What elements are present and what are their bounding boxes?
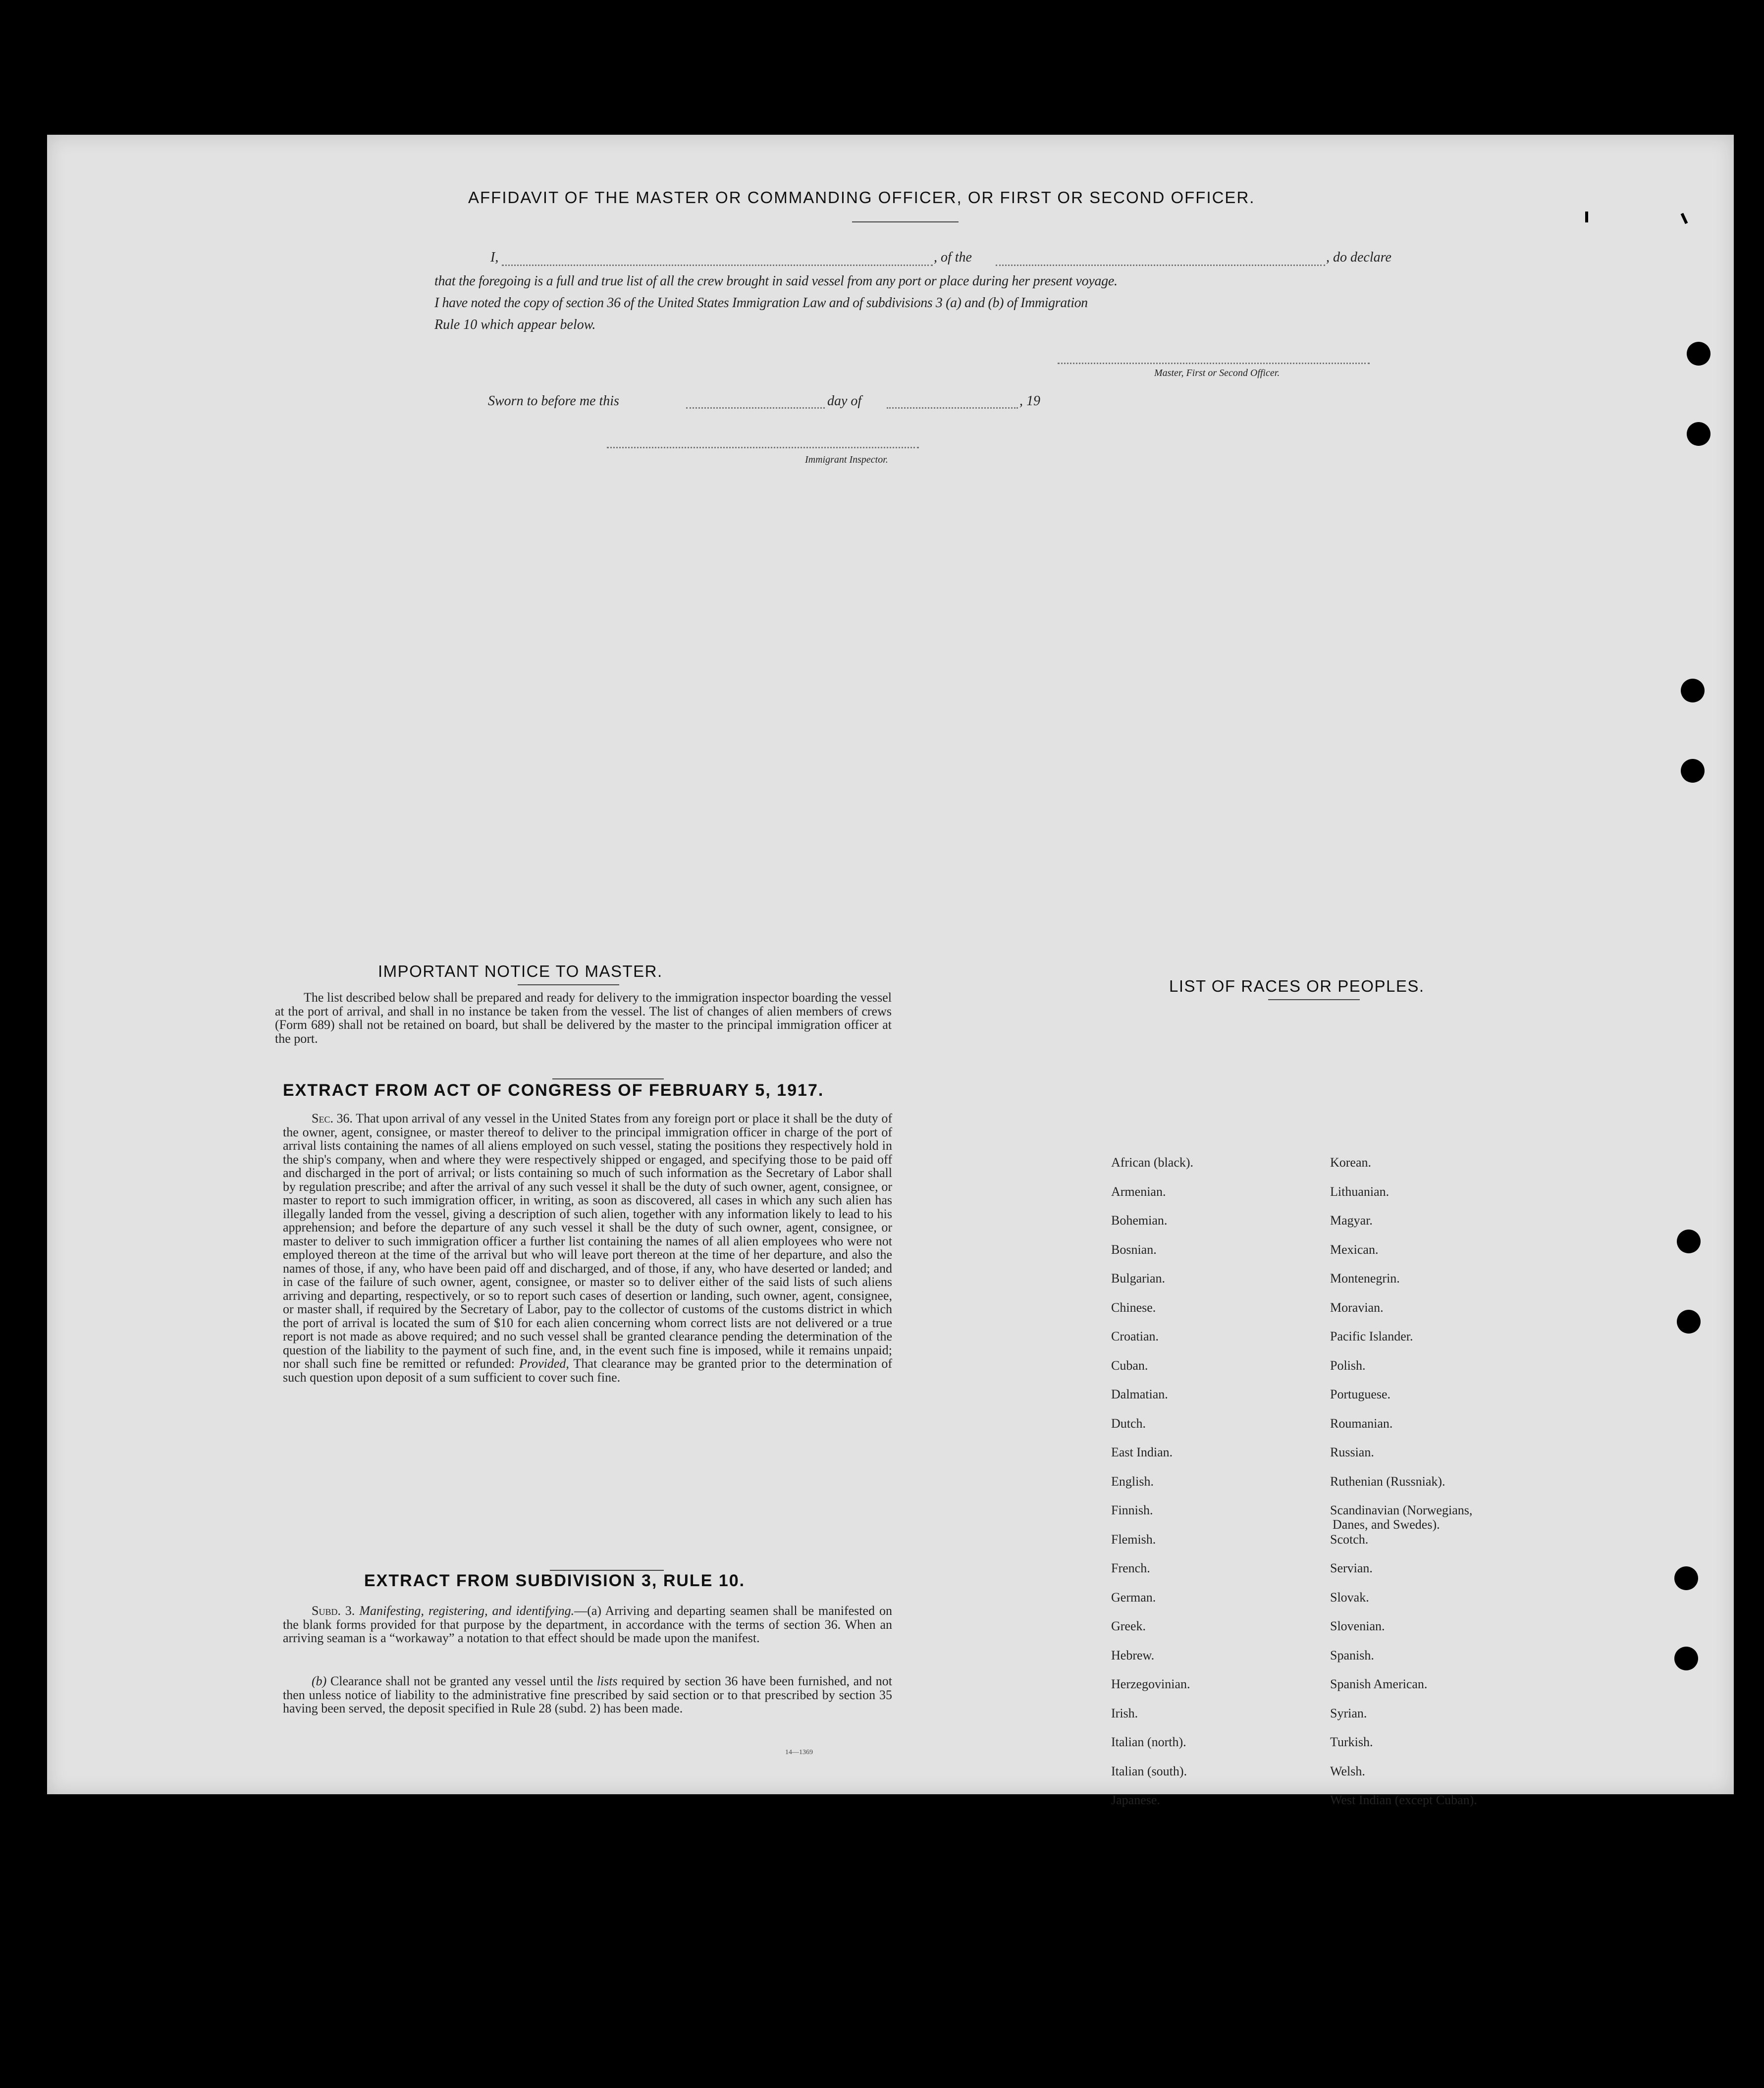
- race-item: Moravian.: [1330, 1300, 1384, 1315]
- race-item: Spanish.: [1330, 1648, 1374, 1662]
- race-item: Spanish American.: [1330, 1677, 1428, 1691]
- notice-title-rule: [518, 984, 619, 985]
- rule-subd-heading: Manifesting, registering, and identifying.: [359, 1604, 575, 1618]
- race-item: Polish.: [1330, 1358, 1366, 1373]
- rule-top-rule: [550, 1570, 664, 1571]
- affidavit-line-3: I have noted the copy of section 36 of the United States Immigration Law and of subdivisions 3 (a) and (b) of Immigration: [434, 295, 1088, 311]
- race-item: Servian.: [1330, 1561, 1373, 1575]
- race-item: German.: [1111, 1590, 1156, 1605]
- race-item: Bosnian.: [1111, 1242, 1157, 1257]
- rule-a-label: —(a): [574, 1604, 602, 1618]
- race-item: Flemish.: [1111, 1532, 1156, 1547]
- race-item: Bohemian.: [1111, 1213, 1168, 1228]
- page-mark-1: [1585, 212, 1588, 222]
- rule-a-body: Arriving and departing seamen shall be manifested on the blank forms provided for that purpose by the department, in accordance with the terms of section 36. When an arriving seaman is a “workaway” a notation to that effect should be made upon the manifest.: [283, 1604, 892, 1645]
- notice-title: [378, 962, 663, 981]
- race-item: Slovak.: [1330, 1590, 1369, 1605]
- act-sec-label: Sec. 36.: [312, 1111, 353, 1125]
- act-title: EXTRACT FROM ACT OF CONGRESS OF FEBRUARY 5, 1917.: [283, 1081, 824, 1100]
- race-item: Turkish.: [1330, 1735, 1373, 1749]
- page-mark-2: [1681, 213, 1688, 224]
- affidavit-title: AFFIDAVIT OF THE MASTER OR COMMANDING OFFICER, OR FIRST OR SECOND OFFICER.: [468, 188, 1255, 207]
- race-item: Armenian.: [1111, 1184, 1166, 1199]
- act-provided: Provided,: [519, 1356, 569, 1371]
- rule-body-a: [283, 1604, 892, 1645]
- race-item: Mexican.: [1330, 1242, 1379, 1257]
- rule-b-label: (b): [312, 1674, 327, 1688]
- race-item: French.: [1111, 1561, 1150, 1575]
- race-item: Portuguese.: [1330, 1387, 1391, 1401]
- race-item: Syrian.: [1330, 1706, 1367, 1720]
- races-title-rule: [1268, 999, 1360, 1000]
- race-item: Dalmatian.: [1111, 1387, 1168, 1401]
- race-item: Korean.: [1330, 1155, 1372, 1170]
- name-blank[interactable]: [502, 265, 933, 266]
- sworn-month-blank[interactable]: [887, 407, 1018, 409]
- binder-hole-8: [1674, 1647, 1698, 1670]
- sworn-day-blank[interactable]: [686, 407, 825, 409]
- affidavit-line-4: Rule 10 which appear below.: [434, 317, 596, 332]
- act-top-rule: [552, 1078, 664, 1079]
- binder-hole-6: [1677, 1310, 1701, 1334]
- race-item: Scotch.: [1330, 1532, 1369, 1547]
- affidavit-do-declare: , do declare: [1326, 250, 1391, 265]
- rule-body-b: [283, 1674, 892, 1715]
- act-body-text: That upon arrival of any vessel in the United States from any foreign port or place it shall be the duty of the owner, agent, consignee, or master thereof to deliver to the principal immigration officer in charge of the port of arrival lists containing the names of all aliens employed on such vessel, stating the positions they respectively hold in the ship's company, when and where they were respectively shipped or engaged, and specifying those to be paid off and discharged in the port of arrival; or lists containing so much of such information as the Secretary of Labor shall by regulation prescribe; and after the arrival of any such vessel it shall be the duty of such owner, agent, consignee, or master to report to such immigration officer, in writing, as soon as discovered, all cases in which any such alien has illegally landed from the vessel, giving a description of such alien, together with any information likely to lead to his apprehension; and before the departure of any such vessel it shall be the duty of such owner, agent, consignee, or master to deliver to such immigration officer a further list containing the names of all alien employees who were not employed thereon at the time of the arrival but who will leave port thereon at the time of her departure, and also the names of those, if any, who have been paid off and discharged, and of those, if any, who have deserted or landed; and in case of the failure of such owner, agent, consignee, or master so to deliver either of the said lists of such aliens arriving and departing, respectively, or so to report such cases of desertion or landing, such owner, agent, consignee, or master shall, if required by the Secretary of Labor, pay to the collector of customs of the customs district in which the port of arrival is located the sum of $10 for each alien concerning whom correct lists are not delivered or a true report is not made as above required; and no such vessel shall be granted clearance pending the determination of the question of the liability to the payment of such fine, and, in the event such fine is imposed, while it remains unpaid; nor shall such fine be remitted or refunded:: [283, 1111, 892, 1371]
- affidavit-of-the-label: , of the: [934, 250, 972, 265]
- race-item: Slovenian.: [1330, 1619, 1385, 1633]
- rule-b-body-1: Clearance shall not be granted any vessel until the: [330, 1674, 593, 1688]
- race-item: Herzegovinian.: [1111, 1677, 1190, 1691]
- race-item: Lithuanian.: [1330, 1184, 1390, 1199]
- notice-title-a: IMPORTANT: [378, 962, 480, 980]
- form-number: 14—1369: [785, 1749, 813, 1756]
- race-item: Dutch.: [1111, 1416, 1146, 1431]
- race-item: Irish.: [1111, 1706, 1138, 1720]
- race-item: West Indian (except Cuban).: [1330, 1793, 1477, 1807]
- binder-hole-2: [1687, 422, 1711, 446]
- rule-title: EXTRACT FROM SUBDIVISION 3, RULE 10.: [364, 1571, 746, 1590]
- document-page: [47, 135, 1734, 1807]
- notice-body: The list described below shall be prepared and ready for delivery to the immigration inspector boarding the vessel at the port of arrival, and shall in no instance be taken from the vessel. The list of changes of alien members of crews (Form 689) shall not be retained on board, but shall be delivered by the master to the principal immigration officer at the port.: [275, 990, 892, 1046]
- master-signature-label: Master, First or Second Officer.: [1154, 368, 1280, 378]
- year-label: , 19: [1019, 393, 1040, 409]
- notice-title-b: NOTICE TO MASTER.: [484, 962, 663, 980]
- race-item: Ruthenian (Russniak).: [1330, 1474, 1445, 1489]
- race-item: Japanese.: [1111, 1793, 1160, 1807]
- sworn-label: Sworn to before me this: [488, 393, 619, 409]
- master-signature-line[interactable]: [1058, 363, 1370, 364]
- race-item: Greek.: [1111, 1619, 1146, 1633]
- inspector-signature-line[interactable]: [607, 447, 919, 448]
- affidavit-title-rule: [852, 221, 959, 222]
- race-item: Cuban.: [1111, 1358, 1148, 1373]
- race-item: East Indian.: [1111, 1445, 1173, 1459]
- rule-b-body-2: required by section 36 have been furnished, and not then unless notice of liability to the administrative fine prescribed by said section or to that prescribed by section 35 having been served, the deposit specified in Rule 28 (subd. 2) has been made.: [283, 1674, 892, 1715]
- act-body: [283, 1112, 892, 1384]
- affidavit-line-2: that the foregoing is a full and true list of all the crew brought in said vessel from any port or place during her present voyage.: [434, 273, 1118, 289]
- day-of-label: day of: [827, 393, 862, 409]
- race-item: Chinese.: [1111, 1300, 1156, 1315]
- race-item: Scandinavian (Norwegians,: [1330, 1503, 1473, 1517]
- race-item: Danes, and Swedes).: [1333, 1517, 1440, 1532]
- race-item: Magyar.: [1330, 1213, 1373, 1228]
- races-title: LIST OF RACES OR PEOPLES.: [1169, 977, 1425, 995]
- binder-hole-4: [1681, 759, 1705, 783]
- race-item: Pacific Islander.: [1330, 1329, 1413, 1343]
- inspector-signature-label: Immigrant Inspector.: [805, 454, 888, 465]
- race-item: Italian (south).: [1111, 1764, 1187, 1778]
- binder-hole-1: [1687, 342, 1711, 366]
- binder-hole-5: [1677, 1230, 1701, 1253]
- race-item: English.: [1111, 1474, 1154, 1489]
- frame-dot-bottom-left: [21, 1929, 41, 1946]
- act-body-end: That clearance may be granted prior to the determination of such question upon deposit of a sum sufficient to cover such fine.: [283, 1356, 893, 1385]
- race-item: Montenegrin.: [1330, 1271, 1400, 1285]
- rule-b-lists: lists: [596, 1674, 618, 1688]
- race-item: Welsh.: [1330, 1764, 1365, 1778]
- vessel-blank[interactable]: [996, 265, 1325, 266]
- race-item: Bulgarian.: [1111, 1271, 1166, 1285]
- binder-hole-3: [1681, 679, 1705, 702]
- race-item: African (black).: [1111, 1155, 1194, 1170]
- race-item: Hebrew.: [1111, 1648, 1155, 1662]
- race-item: Italian (north).: [1111, 1735, 1186, 1749]
- race-item: Finnish.: [1111, 1503, 1153, 1517]
- race-item: Croatian.: [1111, 1329, 1159, 1343]
- binder-hole-7: [1674, 1566, 1698, 1590]
- race-item: Russian.: [1330, 1445, 1374, 1459]
- race-item: Roumanian.: [1330, 1416, 1393, 1431]
- affidavit-i-label: I,: [490, 250, 499, 265]
- rule-subd-label: Subd. 3.: [312, 1604, 355, 1618]
